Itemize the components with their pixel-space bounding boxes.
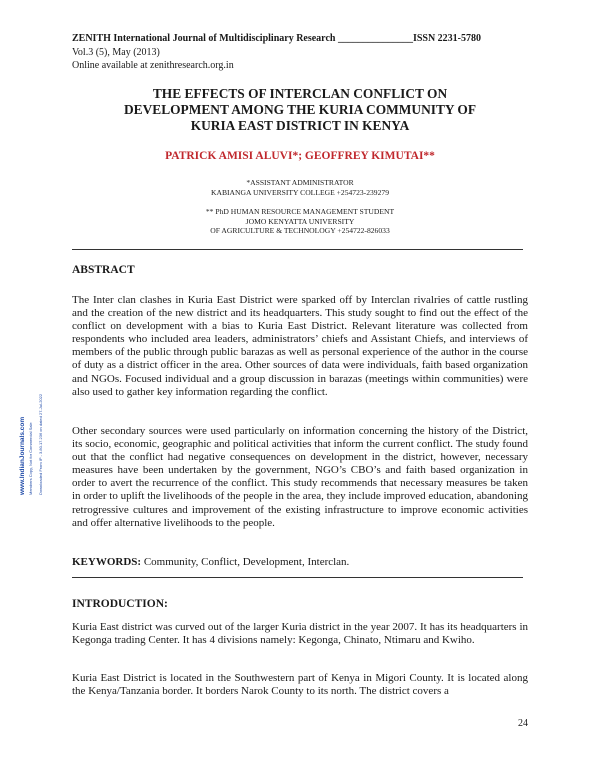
abstract-paragraph-2: Other secondary sources were used particularly on information concerning the history of the District, its socio, economic, geographic and political activities that inform the current conflict. The study found out that the conflict had negative consequences on development in the district, however, necessary measures have been undertaken by the government, NGO’s CBO’s and faith based organization in order to avert the recurrence of the conflict. This study recommends that necessary measures be taken in order to uplift the livelihoods of the people in the area, they include improved education, abandoning retrogressive cultures and improvement of the existing infrastructure to improve economic activities and offer alternative livelihoods to the people. xyxy=(72,425,528,529)
introduction-heading: INTRODUCTION: xyxy=(72,598,168,610)
introduction-paragraph-2: Kuria East District is located in the Southwestern part of Kenya in Migori County. It is located along the Kenya/Tanzania border. It borders Narok County to its north. The district covers a xyxy=(72,672,528,698)
title-line-2: DEVELOPMENT AMONG THE KURIA COMMUNITY OF xyxy=(123,102,477,117)
side-watermark xyxy=(8,300,68,500)
affiliation-2-line-2: JOMO KENYATTA UNIVERSITY xyxy=(245,216,355,226)
keywords-label: KEYWORDS: xyxy=(72,556,142,568)
paper-title xyxy=(60,86,540,134)
affiliation-2 xyxy=(60,207,540,236)
watermark-line-1: www.IndianJournals.com xyxy=(19,416,26,495)
keywords xyxy=(72,556,528,569)
affiliation-2-line-1: ** PhD HUMAN RESOURCE MANAGEMENT STUDENT xyxy=(205,207,395,216)
affiliation-2-line-3: OF AGRICULTURE & TECHNOLOGY +254722-826033 xyxy=(210,226,390,236)
keywords-text: Community, Conflict, Development, Interclan. xyxy=(141,556,350,568)
journal-header: ZENITH International Journal of Multidisciplinary Research _______________ISSN 2231-5780 xyxy=(72,33,482,44)
watermark-line-3: Downloaded From IP - 3.80.17.236 on dated 27-Jul-2022 xyxy=(38,393,43,495)
affiliation-1 xyxy=(60,178,540,197)
abstract-heading: ABSTRACT xyxy=(72,264,135,276)
watermark-line-2: Members Copy, Not for Commercial Sale xyxy=(28,422,33,495)
online-line: Online available at zenithresearch.org.in xyxy=(72,60,234,71)
divider-top xyxy=(72,249,523,250)
title-line-1: THE EFFECTS OF INTERCLAN CONFLICT ON xyxy=(152,86,448,101)
affiliation-1-line-1: *ASSISTANT ADMINISTRATOR xyxy=(246,178,354,187)
authors: PATRICK AMISI ALUVI*; GEOFFREY KIMUTAI** xyxy=(165,150,435,162)
introduction-paragraph-1: Kuria East district was curved out of the larger Kuria district in the year 2007. It has its headquarters in Kegonga trading Center. It has 4 divisions namely: Kegonga, Chinato, Ntimaru and Kwiho. xyxy=(72,621,528,647)
volume-line: Vol.3 (5), May (2013) xyxy=(72,47,160,58)
affiliation-1-line-2: KABIANGA UNIVERSITY COLLEGE +254723-239279 xyxy=(210,187,389,197)
title-line-3: KURIA EAST DISTRICT IN KENYA xyxy=(190,118,410,133)
page-number: 24 xyxy=(518,718,528,729)
abstract-paragraph-1: The Inter clan clashes in Kuria East District were sparked off by Interclan rivalries of cattle rustling and the creation of the new district and its headquarters. This study sought to find out the effect of the conflict on development with a bias to Kuria East District. Relevant literature was collected from respondents who included area leaders, administrators’ chiefs and Assistant Chiefs, and interviews of members of the public through public barazas as well as personal experience of the author in the course of duty as a district officer in the area. Other sources of data were individuals, faith based organization and NGOs. Focused individual and a group discussion in barazas (meetings within communities) were also used to gather key information regarding the conflict. xyxy=(72,294,528,398)
divider-bottom xyxy=(72,577,523,578)
